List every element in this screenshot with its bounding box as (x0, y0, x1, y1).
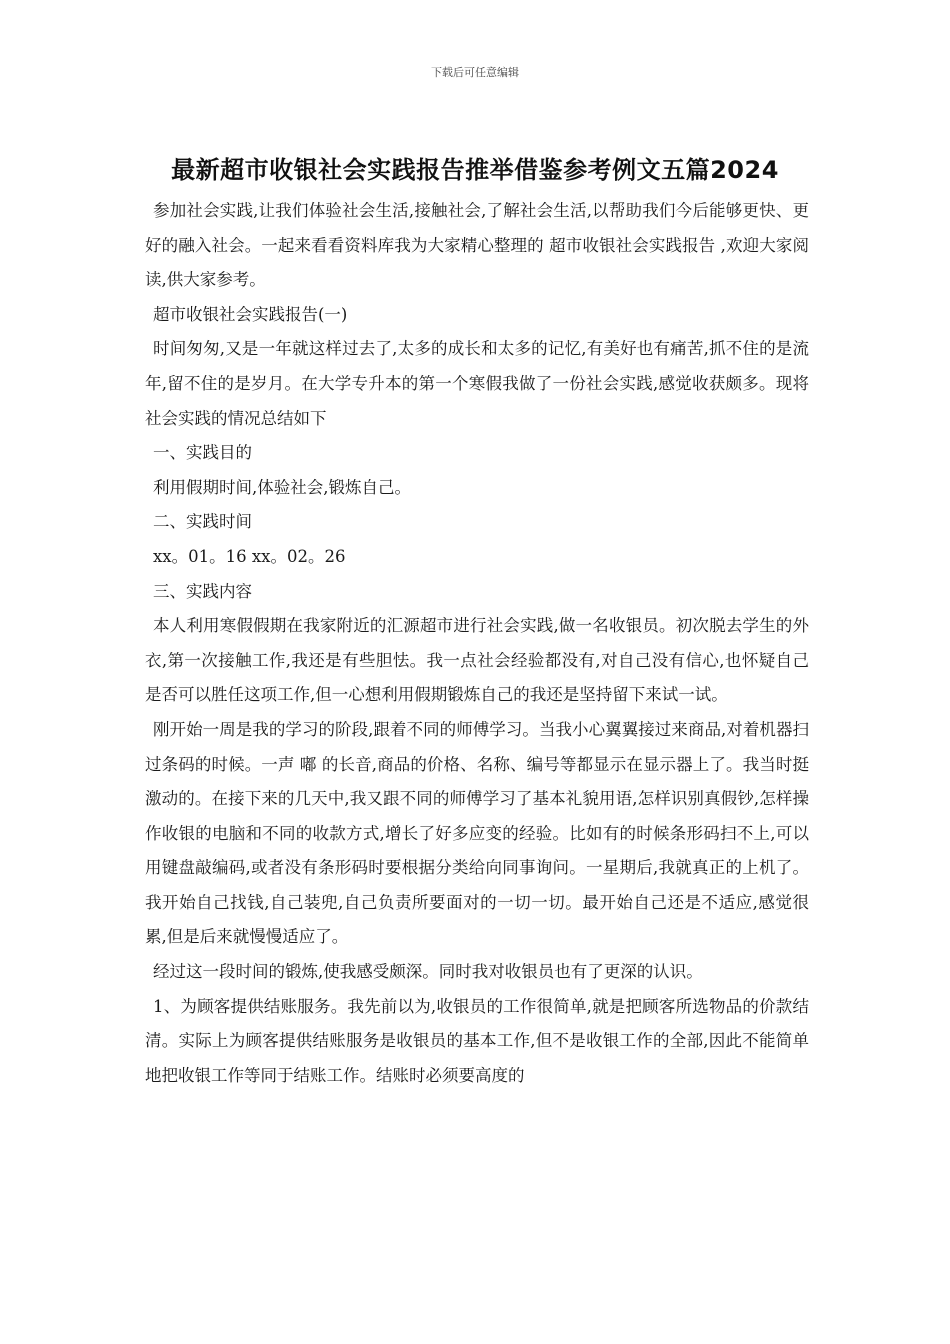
section-heading-report-1: 超市收银社会实践报告(一) (153, 304, 348, 324)
heading-practice-content: 三、实践内容 (153, 581, 252, 601)
paragraph-opening: 时间匆匆,又是一年就这样过去了,太多的成长和太多的记忆,有美好也有痛苦,抓不住的是流年,留不住的是岁月。在大学专升本的第一个寒假我做了一份社会实践,感觉收获颇多。现将社会实践的情况总结如下 (145, 339, 809, 428)
heading-practice-time: 二、实践时间 (153, 512, 252, 532)
paragraph-reflection: 经过这一段时间的锻炼,使我感受颇深。同时我对收银员也有了更深的认识。 (153, 962, 703, 982)
document-title: 最新超市收银社会实践报告推举借鉴参考例文五篇2024 (171, 156, 779, 184)
header-note: 下载后可任意编辑 (431, 66, 519, 79)
paragraph-content-1: 本人利用寒假假期在我家附近的汇源超市进行社会实践,做一名收银员。初次脱去学生的外衣,第一次接触工作,我还是有些胆怯。我一点社会经验都没有,对自己没有信心,也怀疑自己是否可以胜任这项工作,但一心想利用假期锻炼自己的我还是坚持留下来试一试。 (145, 616, 809, 705)
paragraph-time: xx。01。16 xx。02。26 (153, 546, 346, 566)
heading-practice-purpose: 一、实践目的 (153, 443, 252, 463)
paragraph-point-1: 1、为顾客提供结账服务。我先前以为,收银员的工作很简单,就是把顾客所选物品的价款结清。实际上为顾客提供结账服务是收银员的基本工作,但不是收银工作的全部,因此不能简单地把收银工作等同于结账工作。结账时必须要高度的 (145, 996, 809, 1085)
document-body (145, 194, 809, 1093)
paragraph-content-2: 刚开始一周是我的学习的阶段,跟着不同的师傅学习。当我小心翼翼接过来商品,对着机器扫过条码的时候。一声 嘟 的长音,商品的价格、名称、编号等都显示在显示器上了。我当时挺激动的。在接下来的几天中,我又跟不同的师傅学习了基本礼貌用语,怎样识别真假钞,怎样操作收银的电脑和不同的收款方式,增长了好多应变的经验。比如有的时候条形码扫不上,可以用键盘敲编码,或者没有条形码时要根据分类给向同事询问。一星期后,我就真正的上机了。我开始自己找钱,自己装兜,自己负责所要面对的一切一切。最开始自己还是不适应,感觉很累,但是后来就慢慢适应了。 (145, 719, 809, 947)
paragraph-purpose: 利用假期时间,体验社会,锻炼自己。 (153, 477, 411, 497)
paragraph-intro: 参加社会实践,让我们体验社会生活,接触社会,了解社会生活,以帮助我们今后能够更快、更好的融入社会。一起来看看资料库我为大家精心整理的 超市收银社会实践报告 ,欢迎大家阅读,供大家参考。 (145, 201, 809, 290)
